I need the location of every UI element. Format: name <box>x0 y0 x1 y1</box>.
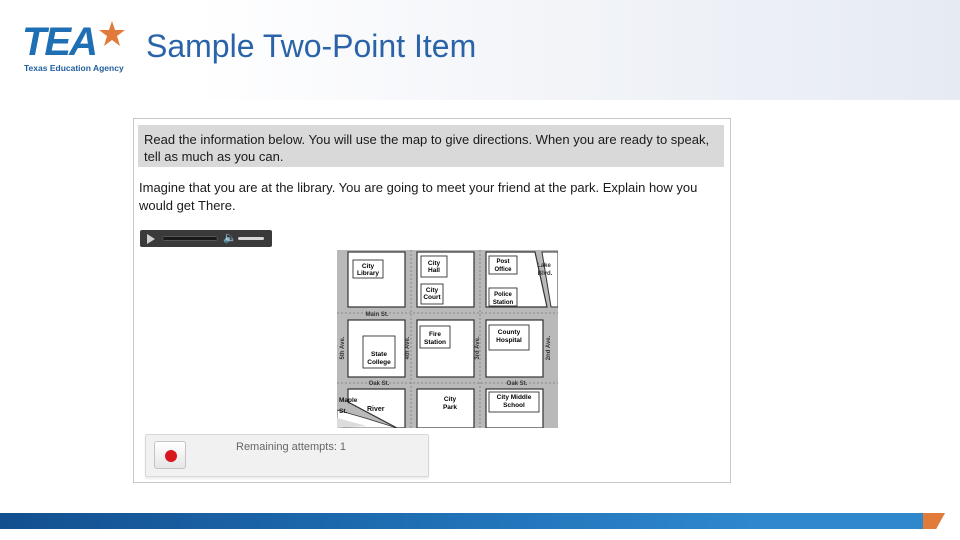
street-maple: Maple <box>339 397 358 404</box>
logo-letters: TEA <box>22 20 96 64</box>
label-library-1: City <box>361 263 375 270</box>
town-map <box>337 250 558 428</box>
label-city-hall-1: City <box>427 260 441 267</box>
label-police-2: Station <box>492 300 514 306</box>
street-blvd: Blvd. <box>537 271 553 277</box>
remaining-attempts: Remaining attempts: 1 <box>236 441 347 453</box>
street-oak-right: Oak St. <box>506 381 528 387</box>
label-park-2: Park <box>442 404 458 411</box>
label-hospital-1: County <box>497 329 521 336</box>
street-5th: 5th Ave. <box>340 336 346 360</box>
test-item-frame <box>133 118 731 483</box>
label-fire-2: Station <box>423 339 447 346</box>
header-band <box>0 0 960 100</box>
street-2nd: 2nd Ave. <box>546 335 552 361</box>
footer-bar <box>0 513 945 529</box>
street-lake: Lake <box>537 263 551 269</box>
street-main: Main St. <box>365 312 389 318</box>
star-icon <box>98 20 126 48</box>
label-library-2: Library <box>356 270 380 277</box>
label-police-1: Police <box>494 292 512 298</box>
label-hospital-2: Hospital <box>496 337 522 344</box>
audio-player[interactable] <box>140 230 272 247</box>
label-college-1: State <box>371 351 387 358</box>
instruction-text: Read the information below. You will use the map to give directions. When you are ready to speak, tell as much as you can. <box>138 125 724 167</box>
volume-slider[interactable] <box>238 237 264 240</box>
label-court-2: Court <box>423 294 441 301</box>
play-icon[interactable] <box>147 234 155 244</box>
record-button[interactable] <box>154 441 186 469</box>
street-3rd: 3rd Ave. <box>475 336 481 360</box>
label-court-1: City <box>425 287 439 294</box>
audio-progress-track[interactable] <box>162 236 218 241</box>
record-icon[interactable] <box>165 450 177 462</box>
label-college-2: College <box>367 359 391 366</box>
prompt-text: Imagine that you are at the library. You are going to meet your friend at the park. Explain how you would get There. <box>139 180 698 213</box>
street-oak-left: Oak St. <box>368 381 390 387</box>
logo-subtitle: Texas Education Agency <box>24 63 124 73</box>
record-panel <box>145 434 429 477</box>
street-4th: 4th Ave. <box>405 336 411 360</box>
footer-accent <box>923 513 945 529</box>
label-river: River <box>367 406 385 413</box>
street-maple-st: St. <box>339 408 348 415</box>
label-fire-1: Fire <box>429 331 441 338</box>
label-school-1: City Middle <box>496 394 532 401</box>
label-city-hall-2: Hall <box>428 267 440 274</box>
page-title: Sample Two-Point Item <box>146 28 477 64</box>
label-post-1: Post <box>496 259 510 265</box>
label-post-2: Office <box>494 267 512 273</box>
volume-icon[interactable]: 🔈 <box>223 232 237 244</box>
label-park-1: City <box>443 396 457 403</box>
label-school-2: School <box>503 402 525 409</box>
